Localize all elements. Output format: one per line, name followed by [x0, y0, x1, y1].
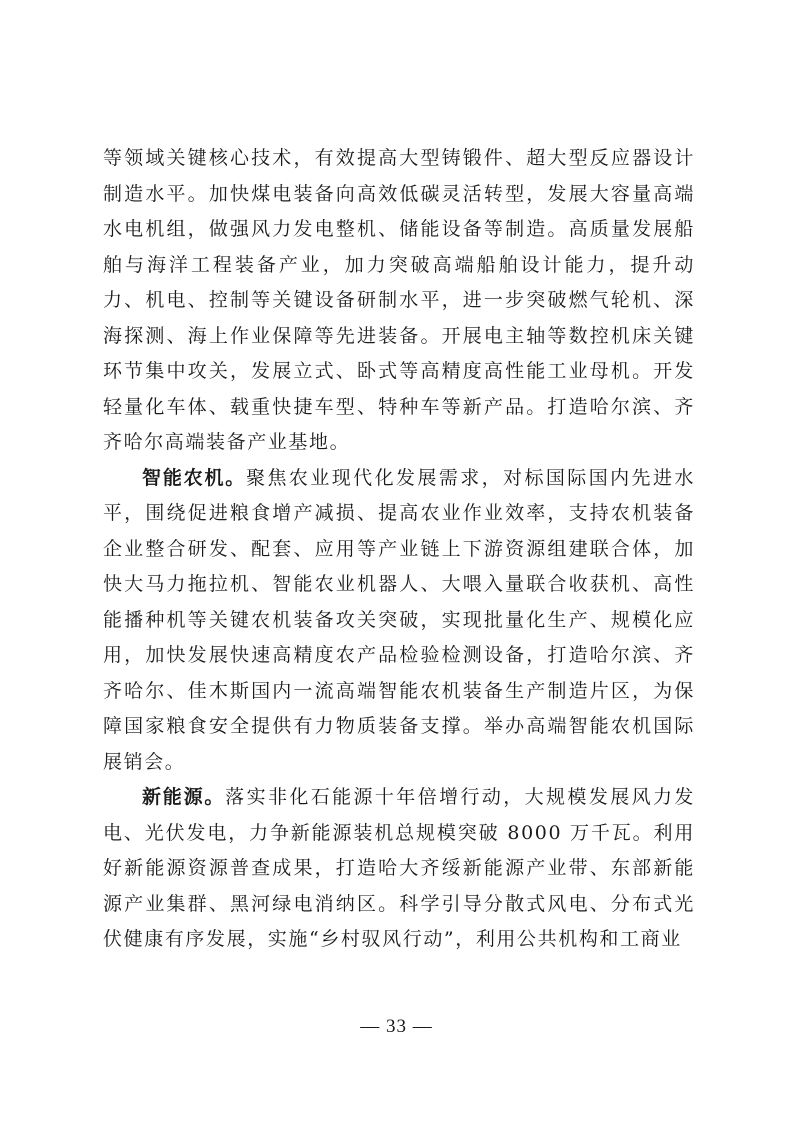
paragraph-text: 等领域关键核心技术，有效提高大型铸锻件、超大型反应器设计制造水平。加快煤电装备向高效低碳灵活转型，发展大容量高端水电机组，做强风力发电整机、储能设备等制造。高质量发展船舶与海洋工程装备产业，加力突破高端船舶设计能力，提升动力、机电、控制等关键设备研制水平，进一步突破燃气轮机、深海探测、海上作业保障等先进装备。开展电主轴等数控机床关键环节集中攻关，发展立式、卧式等高精度高性能工业母机。开发轻量化车体、载重快捷车型、特种车等新产品。打造哈尔滨、齐齐哈尔高端装备产业基地。: [103, 147, 695, 453]
paragraph-continuation: [103, 141, 695, 461]
paragraph-heading: 新能源。: [142, 786, 226, 808]
document-body: [103, 141, 695, 958]
paragraph-new-energy: [103, 780, 695, 958]
paragraph-smart-agricultural-machinery: [103, 461, 695, 781]
paragraph-text: 落实非化石能源十年倍增行动，大规模发展风力发电、光伏发电，力争新能源装机总规模突破 8000 万千瓦。利用好新能源资源普查成果，打造哈大齐绥新能源产业带、东部新能源产业集群、黑河绿电消纳区。科学引导分散式风电、分布式光伏健康有序发展，实施“乡村驭风行动”，利用公共机构和工商业: [103, 786, 695, 950]
paragraph-heading: 智能农机。: [142, 466, 247, 489]
paragraph-text: 聚焦农业现代化发展需求，对标国际国内先进水平，围绕促进粮食增产减损、提高农业作业效率，支持农机装备企业整合研发、配套、应用等产业链上下游资源组建联合体，加快大马力拖拉机、智能农业机器人、大喂入量联合收获机、高性能播种机等关键农机装备攻关突破，实现批量化生产、规模化应用，加快发展快速高精度农产品检验检测设备，打造哈尔滨、齐齐哈尔、佳木斯国内一流高端智能农机装备生产制造片区，为保障国家粮食安全提供有力物质装备支撑。举办高端智能农机国际展销会。: [103, 466, 695, 773]
page-number: — 33 —: [360, 1016, 433, 1037]
